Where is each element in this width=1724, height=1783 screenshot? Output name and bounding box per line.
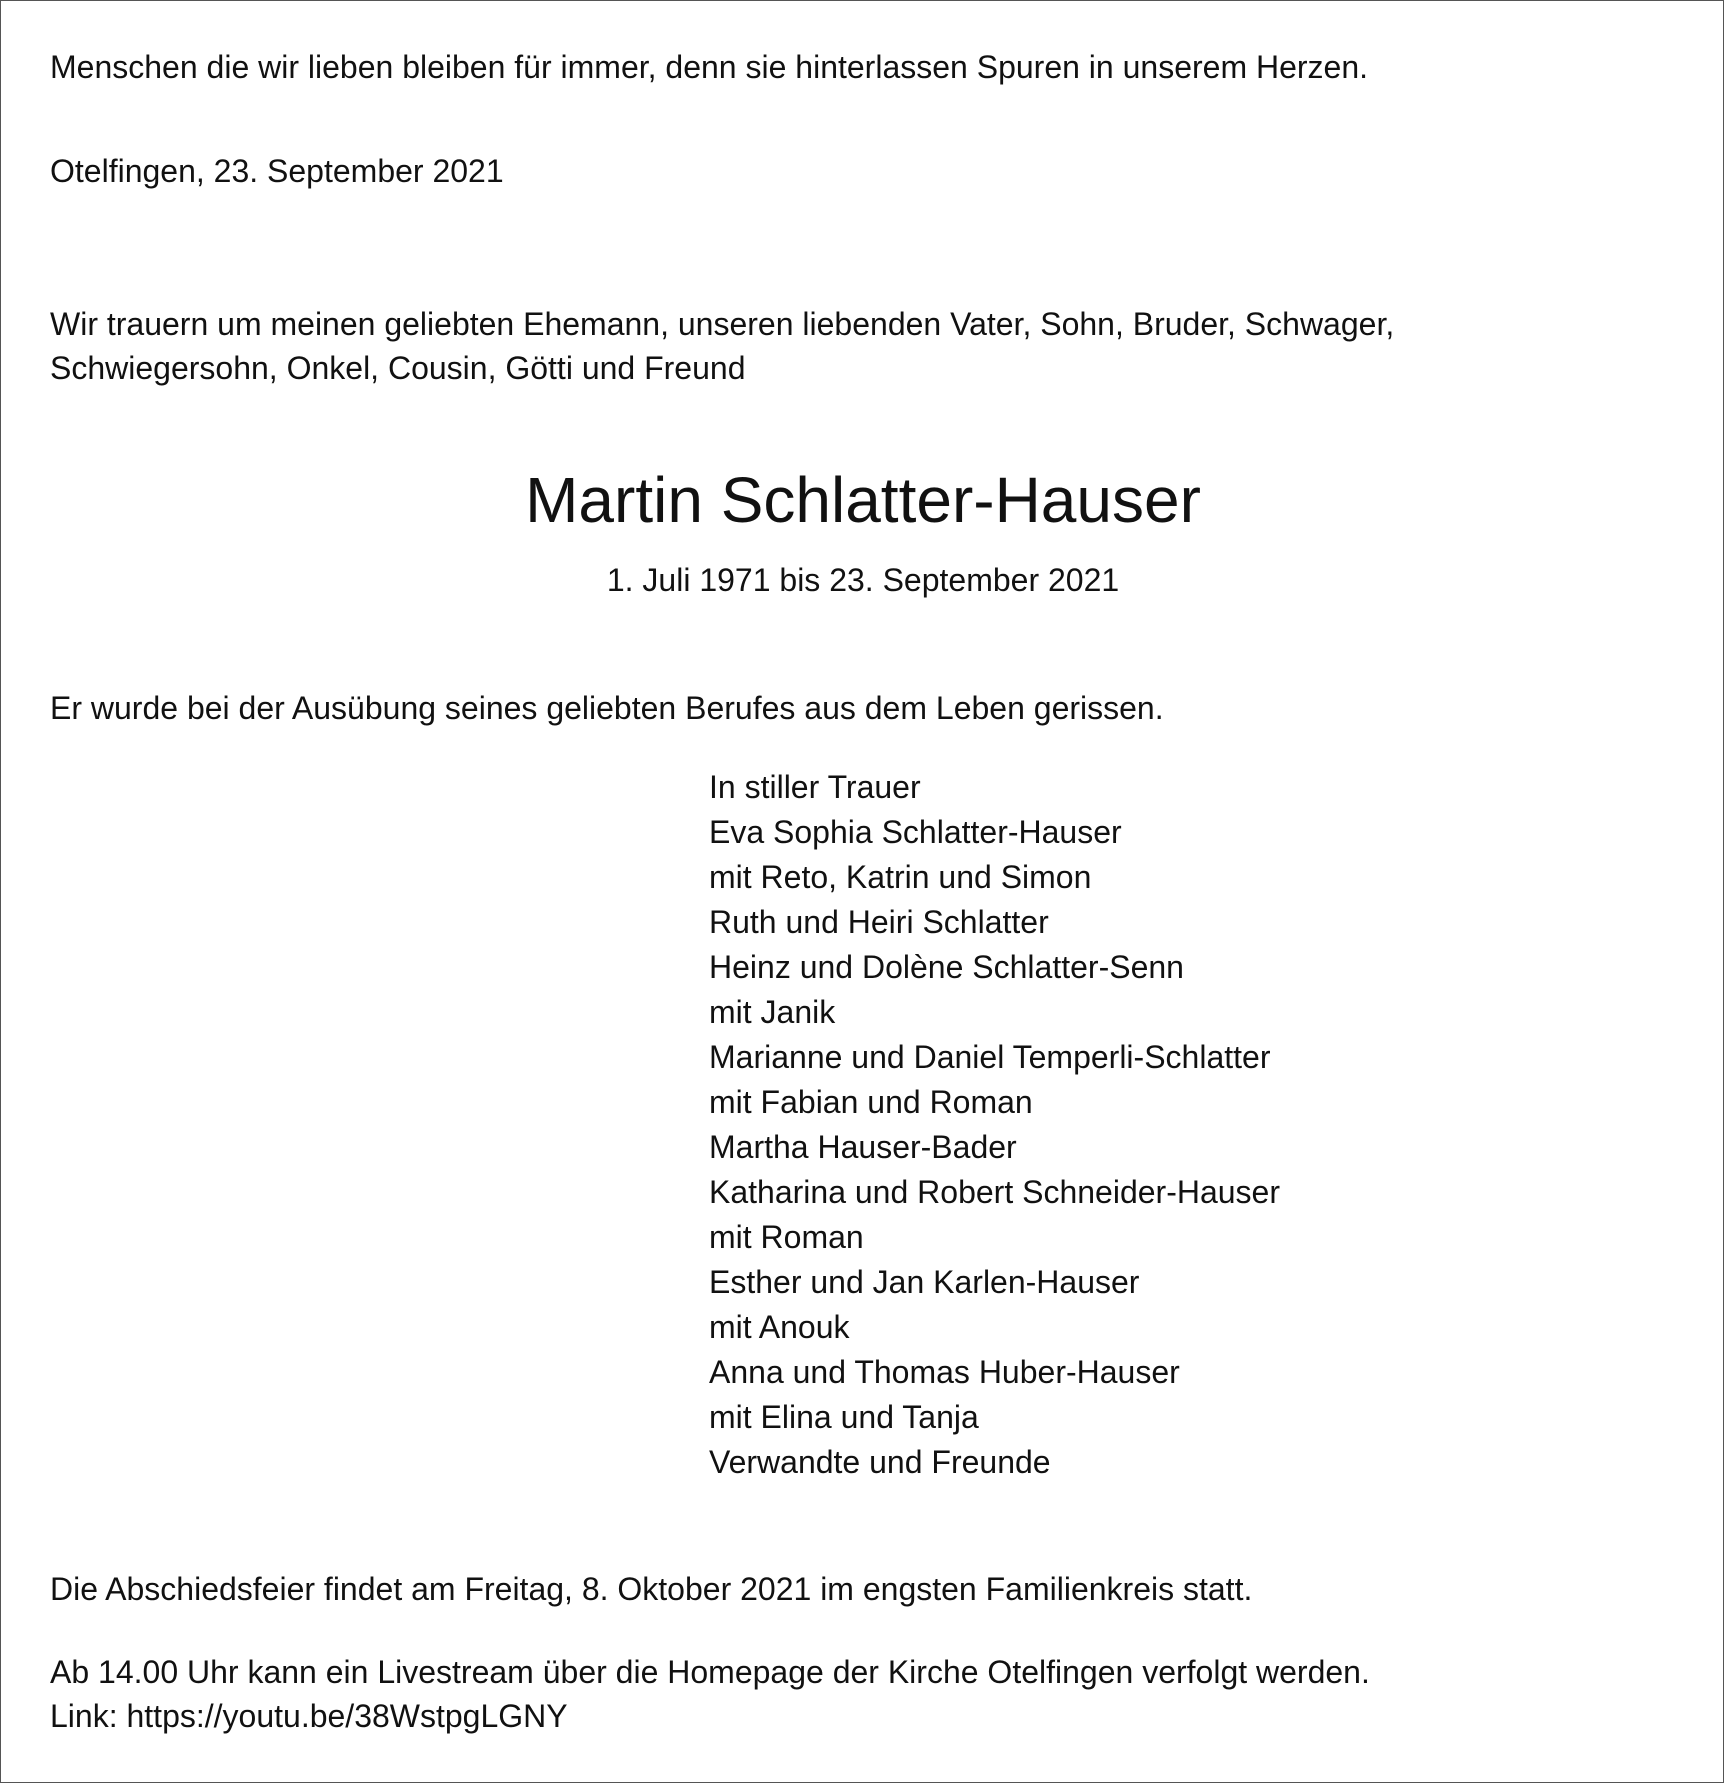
mourner-line: Eva Sophia Schlatter-Hauser	[709, 814, 1122, 850]
place-and-date: Otelfingen, 23. September 2021	[50, 153, 504, 189]
livestream-text: Ab 14.00 Uhr kann ein Livestream über die Homepage der Kirche Otelfingen verfolgt werden.	[50, 1654, 1370, 1690]
deceased-lifespan: 1. Juli 1971 bis 23. September 2021	[606, 562, 1120, 598]
livestream-link: Link: https://youtu.be/38WstpgLGNY	[50, 1698, 568, 1734]
deceased-name: Martin Schlatter-Hauser	[525, 464, 1201, 536]
mourner-line: Katharina und Robert Schneider-Hauser	[709, 1174, 1280, 1210]
mourning-intro-line-2: Schwiegersohn, Onkel, Cousin, Götti und Freund	[50, 350, 746, 386]
opening-quote: Menschen die wir lieben bleiben für immer, denn sie hinterlassen Spuren in unserem Herzen.	[50, 49, 1369, 85]
mourning-intro-line-1: Wir trauern um meinen geliebten Ehemann, unseren liebenden Vater, Sohn, Bruder, Schwager,	[50, 306, 1395, 342]
mourner-line: Verwandte und Freunde	[709, 1444, 1051, 1480]
mourner-line: mit Roman	[709, 1219, 864, 1255]
mourner-line: mit Elina und Tanja	[709, 1399, 979, 1435]
mourner-line: Esther und Jan Karlen-Hauser	[709, 1264, 1140, 1300]
mourner-line: Heinz und Dolène Schlatter-Senn	[709, 949, 1184, 985]
mourner-line: mit Janik	[709, 994, 836, 1030]
mourner-line: Ruth und Heiri Schlatter	[709, 904, 1049, 940]
mourner-line: Anna und Thomas Huber-Hauser	[709, 1354, 1180, 1390]
mourner-line: mit Anouk	[709, 1309, 850, 1345]
ceremony-text: Die Abschiedsfeier findet am Freitag, 8. Oktober 2021 im engsten Familienkreis statt.	[50, 1571, 1253, 1607]
mourner-line: Martha Hauser-Bader	[709, 1129, 1017, 1165]
mourner-line: mit Fabian und Roman	[709, 1084, 1033, 1120]
mourners-list	[709, 765, 1280, 1485]
mourners-heading: In stiller Trauer	[709, 769, 921, 805]
mourner-line: Marianne und Daniel Temperli-Schlatter	[709, 1039, 1271, 1075]
circumstance-text: Er wurde bei der Ausübung seines geliebten Berufes aus dem Leben gerissen.	[50, 690, 1164, 726]
mourner-line: mit Reto, Katrin und Simon	[709, 859, 1092, 895]
